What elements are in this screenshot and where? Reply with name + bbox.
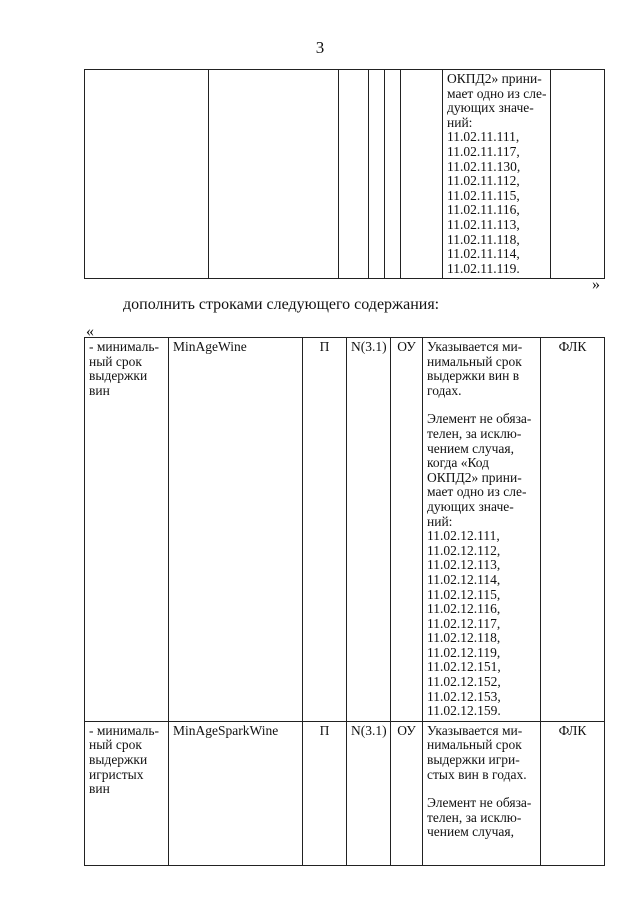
description-line: 11.02.12.114,: [427, 571, 501, 587]
description-line: 11.02.11.118,: [447, 231, 520, 247]
name-line: - минималь-: [89, 339, 160, 354]
name-line: ный срок: [89, 353, 142, 369]
row-name: [85, 338, 169, 722]
description-line: 11.02.11.112,: [447, 173, 520, 189]
description-line: дующих значе-: [427, 498, 514, 514]
description-line: ний:: [447, 114, 473, 130]
description-line: 11.02.11.119.: [447, 260, 520, 276]
description-line: 11.02.12.112,: [427, 542, 501, 558]
description-line: 11.02.11.114,: [447, 246, 520, 262]
description-line: нимальный срок: [427, 737, 522, 753]
cell-type: [339, 70, 369, 279]
description-line: телен, за исклю-: [427, 809, 522, 825]
table-row: [85, 721, 605, 865]
name-line: вин: [89, 781, 110, 797]
row-description: [423, 338, 541, 722]
instruction-text: дополнить строками следующего содержания:: [123, 296, 440, 313]
cell-format-b: [385, 70, 401, 279]
row-check: ФЛК: [541, 721, 605, 865]
description-line: 11.02.11.130,: [447, 158, 521, 174]
row-type: П: [303, 721, 347, 865]
row-element: MinAgeSparkWine: [169, 721, 303, 865]
description-line: нимальный срок: [427, 353, 522, 369]
description-line: мает одно из сле-: [427, 484, 527, 500]
description-line: 11.02.12.152,: [427, 674, 501, 690]
name-line: игристых: [89, 766, 144, 782]
page-number: 3: [315, 38, 325, 57]
continued-table: [84, 69, 605, 279]
description-line: мает одно из сле-: [447, 85, 547, 101]
row-check: ФЛК: [541, 338, 605, 722]
description-line: чением случая,: [427, 824, 514, 840]
row-type: П: [303, 338, 347, 722]
description-line: 11.02.11.117,: [447, 143, 520, 159]
table-row: [85, 338, 605, 722]
description-line: годах.: [427, 382, 462, 398]
description-line: 11.02.12.153,: [427, 688, 501, 704]
description-line: ОКПД2» прини-: [427, 469, 522, 485]
description-line: 11.02.12.118,: [427, 630, 501, 646]
cell-format-a: [369, 70, 385, 279]
description-line: 11.02.12.151,: [427, 659, 501, 675]
paragraph-gap: [427, 782, 536, 796]
cell-name: [85, 70, 209, 279]
description-line: выдержки игри-: [427, 752, 520, 768]
description-line: 11.02.12.119,: [427, 644, 501, 660]
description-line: 11.02.12.159.: [427, 703, 501, 719]
description-line: стых вин в годах.: [427, 766, 527, 782]
row-name: [85, 721, 169, 865]
description-line: когда «Код: [427, 455, 490, 471]
added-rows-table: [84, 337, 605, 866]
description-line: ний:: [427, 513, 453, 529]
row-format: N(3.1): [347, 721, 391, 865]
row-required: ОУ: [391, 338, 423, 722]
description-line: дующих значе-: [447, 100, 534, 116]
description-line: выдержки вин в: [427, 368, 520, 384]
description-line: 11.02.12.117,: [427, 615, 501, 631]
name-line: вин: [89, 382, 110, 398]
name-line: - минималь-: [89, 722, 160, 738]
description-line: 11.02.12.113,: [427, 557, 501, 573]
description-line: 11.02.11.113,: [447, 216, 520, 232]
row-element: MinAgeWine: [169, 338, 303, 722]
description-line: 11.02.12.111,: [427, 528, 500, 544]
description-line: чением случая,: [427, 440, 514, 456]
description-line: 11.02.12.116,: [427, 601, 501, 617]
description-line: ОКПД2» прини-: [447, 71, 542, 86]
description-line: 11.02.11.115,: [447, 187, 520, 203]
closing-quote: »: [592, 276, 600, 293]
description-line: 11.02.12.115,: [427, 586, 501, 602]
cell-check: [551, 70, 605, 279]
description-line: Элемент не обяза-: [427, 795, 532, 811]
description-line: 11.02.11.116,: [447, 202, 520, 218]
name-line: выдержки: [89, 752, 148, 768]
description-line: Указывается ми-: [427, 339, 523, 354]
opening-quote: «: [86, 323, 94, 340]
cell-description: [443, 70, 551, 279]
paragraph-gap: [427, 398, 536, 412]
name-line: ный срок: [89, 737, 142, 753]
row-format: N(3.1): [347, 338, 391, 722]
description-line: 11.02.11.111,: [447, 129, 520, 145]
cell-element: [209, 70, 339, 279]
cell-required: [401, 70, 443, 279]
description-line: Элемент не обяза-: [427, 411, 532, 427]
row-required: ОУ: [391, 721, 423, 865]
description-line: Указывается ми-: [427, 722, 523, 738]
row-description: [423, 721, 541, 865]
description-line: телен, за исклю-: [427, 425, 522, 441]
name-line: выдержки: [89, 368, 148, 384]
